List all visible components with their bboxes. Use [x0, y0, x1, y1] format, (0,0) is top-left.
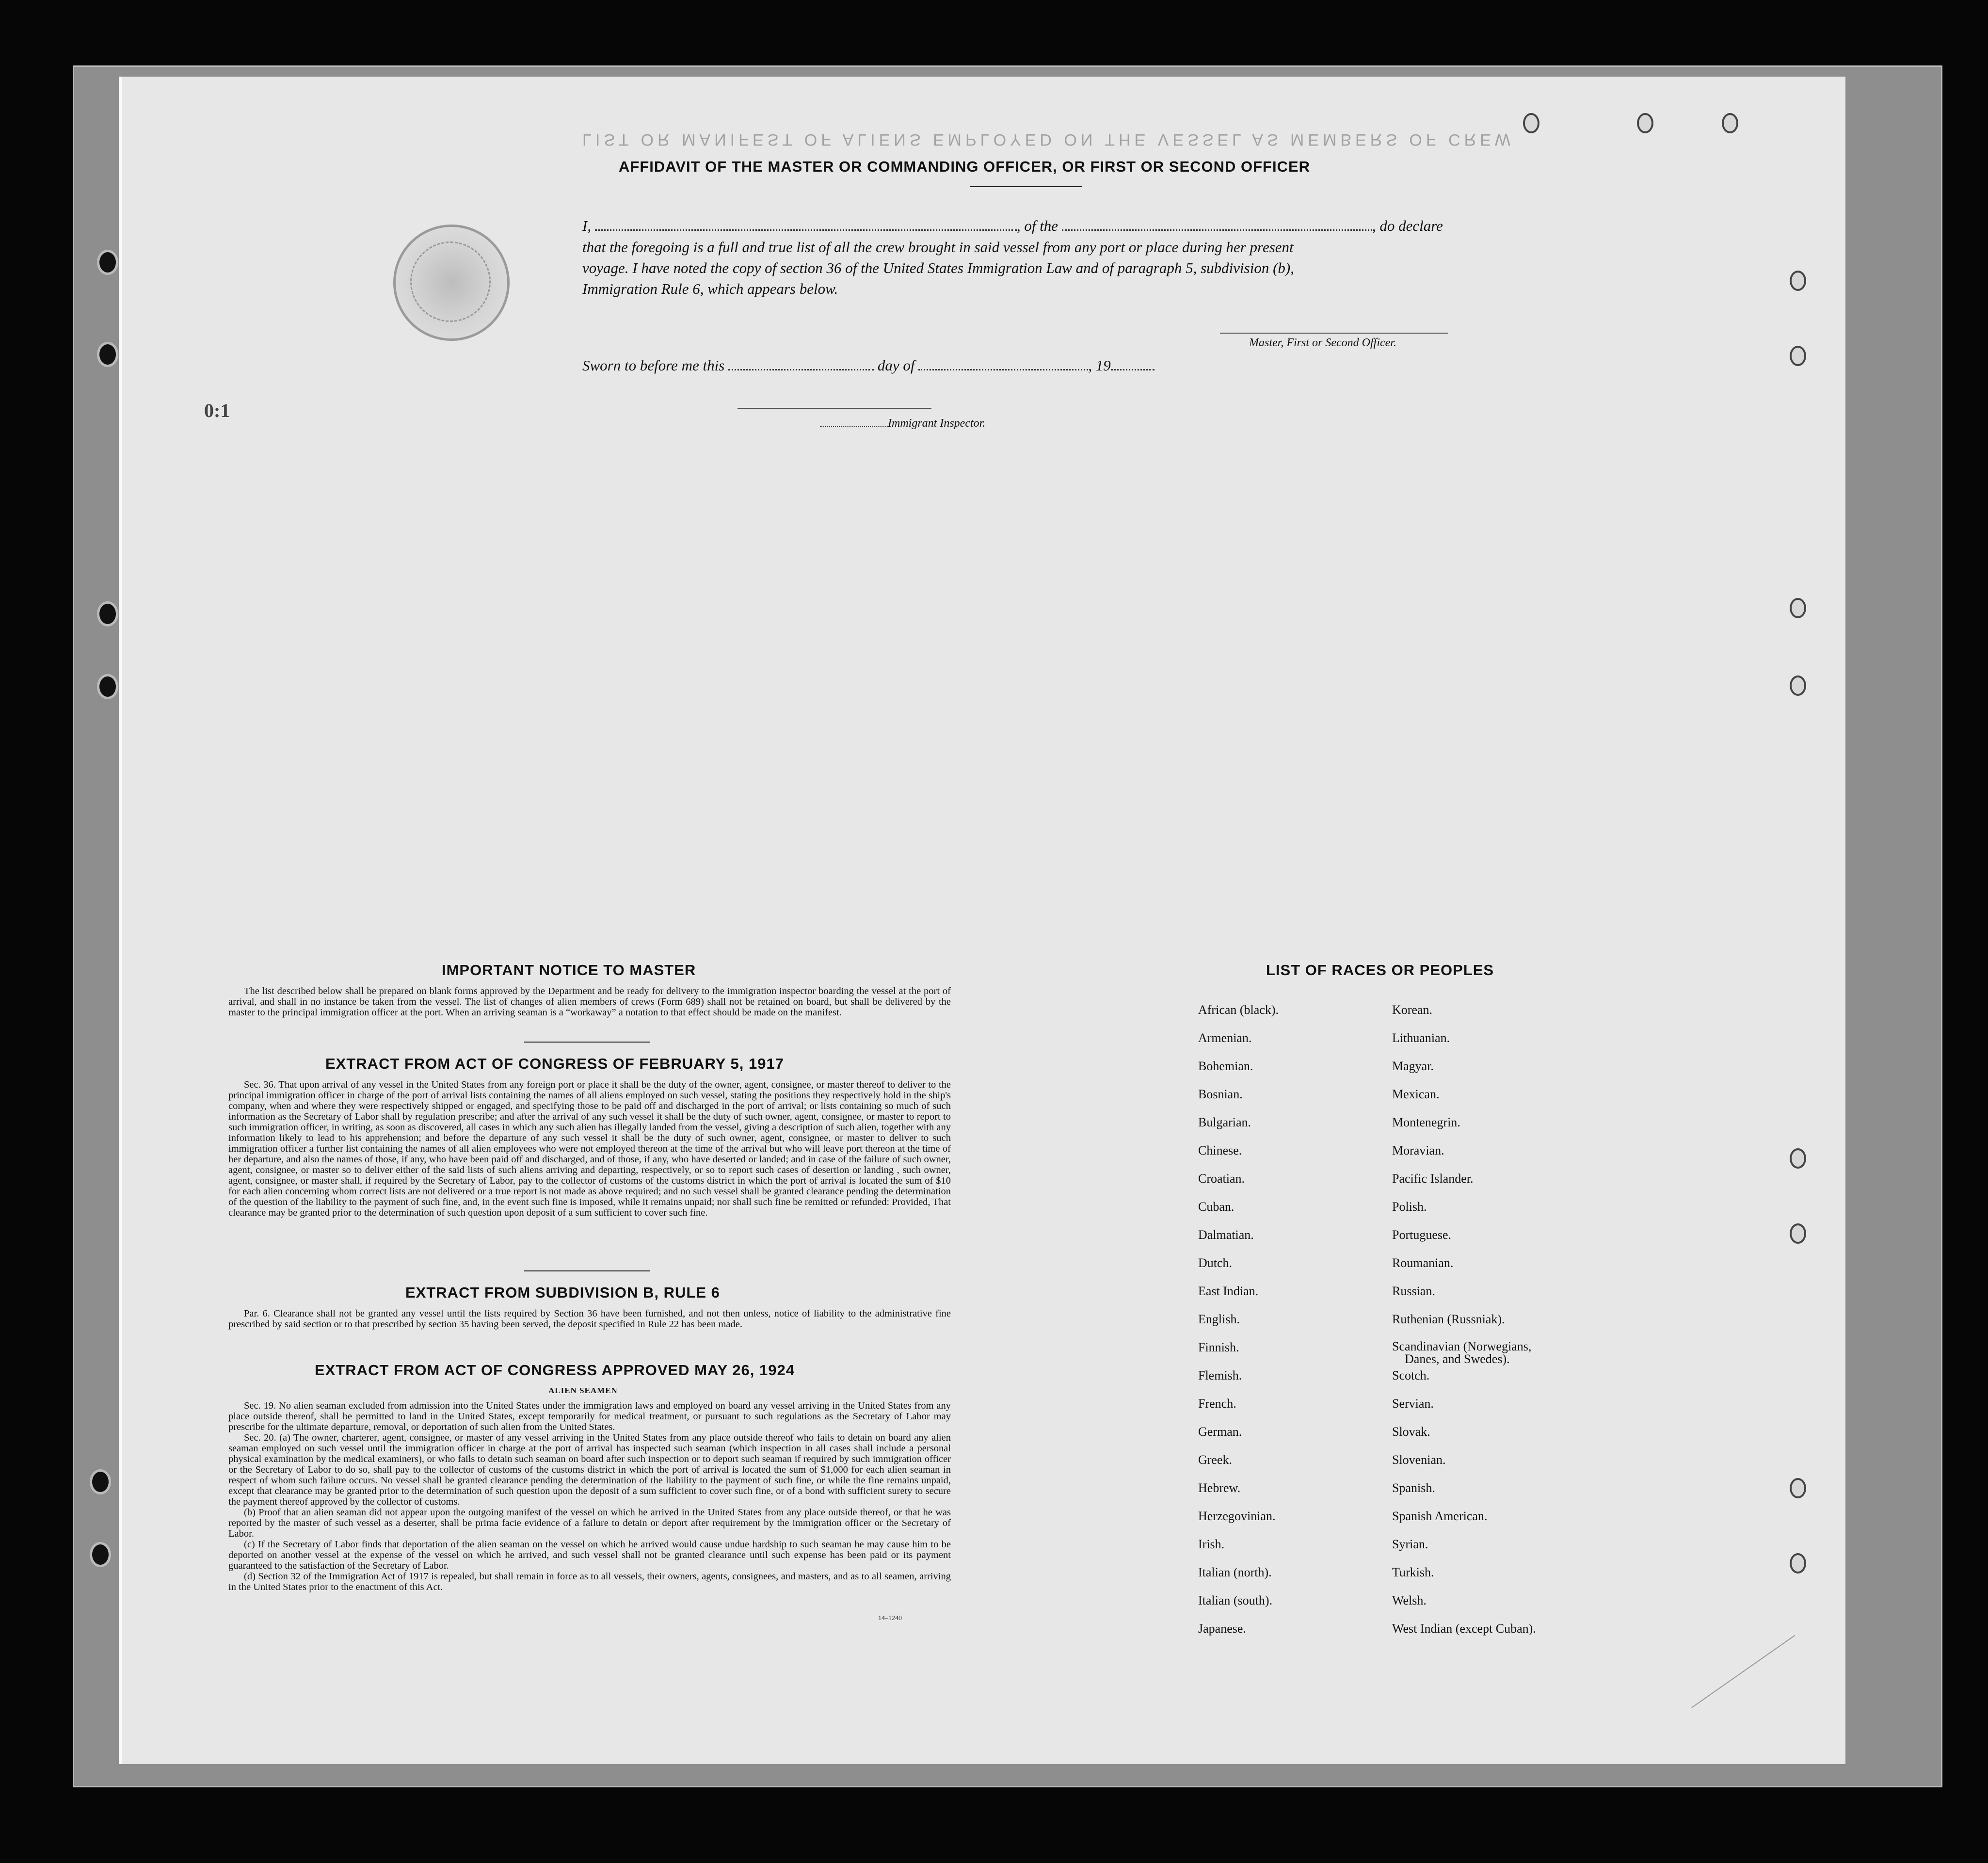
punch-hole: [1790, 598, 1806, 618]
punch-hole: [1790, 346, 1806, 366]
race-item: Scandinavian (Norwegians, Danes, and Swedes).: [1392, 1339, 1532, 1366]
race-item: Finnish.: [1198, 1340, 1239, 1354]
binder-hole: [97, 250, 118, 275]
extract-1924-text: Sec. 19. No alien seaman excluded from admission into the United States under the immigration laws and employed on board any vessel arriving in the United States from any place outside thereof, shall be permitted to land in the United States, except temporarily for medical treatment, or pursuant to such regulations as the Secretary of Labor may prescribe for the ultimate departure, removal, or deportation of such alien from the United States. Sec. 20. (a) The owner, charterer, agent, consignee, or master of any vessel arriving in the United States from any place outside thereof who fails to detain on board any alien seaman employed on such vessel until the immigration officer in charge at the port of arrival has inspected such seaman (which inspection in all cases shall include a personal physical examination by the medical examiners), or who fails to detain such seaman on board after such inspection or to deport such seaman if required by such immigration officer or the Secretary of Labor to do so, shall pay to the collector of customs of the customs district in which the port of arrival is located the sum of $1,000 for each alien seaman in respect of whom such failure occurs. No vessel shall be granted clearance pending the determination of the liability to the payment of such fine, or while the fine remains unpaid, except that clearance may be granted prior to the determination of such question upon the deposit of a sum sufficient to cover such fine, or of a bond with sufficient surety to secure the payment thereof approved by the collector of customs. (b) Proof that an alien seaman did not appear upon the outgoing manifest of the vessel on which he arrived in the United States from any place outside thereof, or that he was reported by the master of such vessel as a deserter, shall be prima facie evidence of a failure to detain or deport after requirement by the immigration officer or the Secretary of Labor. (c) If the Secretary of Labor finds that deportation of the alien seaman on the vessel on which he arrived would cause undue hardship to such seaman he may cause him to be deported on another vessel at the expense of the vessel on which he arrived, and such vessel shall not be granted clearance until such expense has been paid or its payment guaranteed to the satisfaction of the Secretary of Labor. (d) Section 32 of the Immigration Act of 1917 is repealed, but shall remain in force as to all vessels, their owners, agents, consignees, and masters, and as to all seamen, arriving in the United States prior to the enactment of this Act.: [228, 1400, 951, 1592]
extract-1924-subtitle: ALIEN SEAMEN: [548, 1386, 618, 1395]
punch-hole: [1790, 675, 1806, 696]
race-item: Montenegrin.: [1392, 1115, 1460, 1129]
race-item: Italian (north).: [1198, 1565, 1272, 1579]
signature-line-inspector: [737, 408, 931, 409]
race-item: Mexican.: [1392, 1087, 1440, 1101]
notice-text: The list described below shall be prepared on blank forms approved by the Department and be ready for delivery to the immigration inspector boarding the vessel at the port of arrival, and shall in no instance be taken from the vessel. The list of changes of alien members of crews (Form 689) shall not be retained on board, but shall be delivered by the master to the principal immigration officer at the port. When an arriving seaman is a “workaway” a notation to that effect should be made on the manifest.: [228, 986, 951, 1018]
binder-hole: [97, 674, 118, 699]
race-item: Slovenian.: [1392, 1453, 1446, 1467]
race-item: Scotch.: [1392, 1368, 1430, 1382]
races-title: LIST OF RACES OR PEOPLES: [1266, 962, 1494, 979]
race-item: Pacific Islander.: [1392, 1172, 1474, 1186]
race-item: Polish.: [1392, 1200, 1427, 1214]
race-item: Hebrew.: [1198, 1481, 1241, 1495]
affidavit-line-3: voyage. I have noted the copy of section 36 of the United States Immigration Law and of paragraph 5, subdivision (b),: [582, 259, 1294, 276]
race-item: Syrian.: [1392, 1537, 1428, 1551]
race-item: English.: [1198, 1312, 1240, 1326]
race-item: Chinese.: [1198, 1143, 1242, 1157]
punch-hole: [1790, 1223, 1806, 1244]
margin-mark: 0:1: [204, 400, 230, 421]
form-number: 14–1240: [878, 1615, 902, 1622]
race-item: Armenian.: [1198, 1031, 1252, 1045]
affidavit-line-1: I, , of the , do declare: [582, 217, 1443, 234]
race-item: Ruthenian (Russniak).: [1392, 1312, 1505, 1326]
race-item: East Indian.: [1198, 1284, 1259, 1298]
race-item: Bosnian.: [1198, 1087, 1243, 1101]
race-item: African (black).: [1198, 1003, 1279, 1017]
punch-hole: [1637, 113, 1653, 133]
official-seal: [393, 225, 510, 341]
race-item: Slovak.: [1392, 1425, 1430, 1439]
race-item: Servian.: [1392, 1397, 1434, 1411]
binder-hole: [97, 601, 118, 626]
race-item: Roumanian.: [1392, 1256, 1454, 1270]
race-item: Japanese.: [1198, 1622, 1246, 1636]
race-item: Dutch.: [1198, 1256, 1233, 1270]
race-item: Welsh.: [1392, 1593, 1427, 1607]
race-item: Spanish American.: [1392, 1509, 1488, 1523]
race-item: Lithuanian.: [1392, 1031, 1450, 1045]
binder-hole: [97, 342, 118, 367]
races-right-column: [1392, 1003, 1536, 1650]
affidavit-title: AFFIDAVIT OF THE MASTER OR COMMANDING OFFICER, OR FIRST OR SECOND OFFICER: [619, 158, 1311, 175]
pencil-annotation: [1691, 1635, 1820, 1744]
race-item: Cuban.: [1198, 1200, 1234, 1214]
races-left-column: [1198, 1003, 1279, 1650]
race-item: Spanish.: [1392, 1481, 1435, 1495]
punch-hole: [1790, 1148, 1806, 1169]
extract-1924-title: EXTRACT FROM ACT OF CONGRESS APPROVED MAY 26, 1924: [315, 1362, 795, 1379]
punch-hole: [1790, 271, 1806, 291]
master-signatory: Master, First or Second Officer.: [1249, 337, 1396, 349]
inspector-signatory: Immigrant Inspector.: [820, 417, 985, 430]
race-item: Moravian.: [1392, 1143, 1444, 1157]
title-rule: [970, 186, 1082, 187]
race-item: Portuguese.: [1392, 1228, 1452, 1242]
affidavit-line-4: Immigration Rule 6, which appears below.: [582, 280, 838, 297]
race-item: French.: [1198, 1397, 1236, 1411]
race-item: Irish.: [1198, 1537, 1225, 1551]
race-item: Korean.: [1392, 1003, 1433, 1017]
affidavit-line-2: that the foregoing is a full and true list of all the crew brought in said vessel from any port or place during her present: [582, 239, 1294, 256]
affidavit-page: [119, 77, 1845, 1764]
race-item: Magyar.: [1392, 1059, 1434, 1073]
punch-hole: [1523, 113, 1539, 133]
bleed-through-header: LIST OR MANIFEST OF ALIENS EMPLOYED ON THE VESSEL AS MEMBERS OF CREW: [582, 130, 1514, 149]
punch-hole: [1790, 1553, 1806, 1574]
punch-hole: [1790, 1478, 1806, 1498]
sworn-line: Sworn to before me this day of , 19: [582, 357, 1154, 374]
rule6-title: EXTRACT FROM SUBDIVISION B, RULE 6: [405, 1284, 720, 1301]
binder-hole: [90, 1542, 111, 1567]
divider: [524, 1270, 650, 1271]
race-item: Russian.: [1392, 1284, 1435, 1298]
signature-line-master: [1220, 333, 1448, 334]
race-item: German.: [1198, 1425, 1242, 1439]
race-item: Turkish.: [1392, 1565, 1434, 1579]
race-item: Herzegovinian.: [1198, 1509, 1276, 1523]
race-item: Croatian.: [1198, 1172, 1245, 1186]
rule6-text: Par. 6. Clearance shall not be granted any vessel until the lists required by Section 36 have been furnished, and not then unless, notice of liability to the administrative fine prescribed by said section or to that prescribed by section 35 having been served, the deposit specified in Rule 22 has been made.: [228, 1308, 951, 1330]
binder-hole: [90, 1469, 111, 1494]
divider: [524, 1042, 650, 1043]
race-item: Bohemian.: [1198, 1059, 1253, 1073]
race-item: Greek.: [1198, 1453, 1233, 1467]
race-item: Flemish.: [1198, 1368, 1242, 1382]
race-item: West Indian (except Cuban).: [1392, 1622, 1536, 1636]
race-item: Dalmatian.: [1198, 1228, 1254, 1242]
race-item: Italian (south).: [1198, 1593, 1273, 1607]
notice-title: IMPORTANT NOTICE TO MASTER: [442, 962, 696, 979]
race-item: Bulgarian.: [1198, 1115, 1251, 1129]
punch-hole: [1722, 113, 1738, 133]
extract-1917-title: EXTRACT FROM ACT OF CONGRESS OF FEBRUARY 5, 1917: [325, 1055, 784, 1072]
extract-1917-text: Sec. 36. That upon arrival of any vessel in the United States from any foreign port or place it shall be the duty of the owner, agent, consignee, or master thereof to deliver to the principal immigration officer in charge of the port of arrival lists containing the names of all aliens employed on such vessel, stating the positions they respectively hold in the ship's company, when and where they were respectively shipped or engaged, and specifying those to be paid off and discharged in the port of arrival; or lists containing so much of such information as the Secretary of Labor shall by regulation prescribe; and after the arrival of any such vessel it shall be the duty of such owner, agent, consignee, or master to report to such immigration officer, in writing, as soon as discovered, all cases in which any such alien has illegally landed from the vessel, giving a description of such alien, together with any information likely to lead to his apprehension; and before the departure of any such vessel it shall be the duty of such owner, agent, consignee, or master to deliver to such immigration officer a further list containing the names of all alien employees who were not employed thereon at the time of the arrival but who will leave port thereon at the time of her departure, and also the names of those, if any, who have been paid off and discharged, and of those, if any, who have deserted or landed; and in case of the failure of such owner, agent, consignee, or master so to deliver either of the said lists of such aliens arriving and departing, respectively, or so to report such cases of desertion or landing , such owner, agent, consignee, or master shall, if required by the Secretary of Labor, pay to the collector of customs of the customs district in which the port of arrival is located the sum of $10 for each alien concerning whom correct lists are not delivered or a true report is not made as above required; and no such vessel shall be granted clearance pending the determination of the question of the liability to the payment of such fine, and, in the event such fine is imposed, while it remains unpaid; nor shall such fine be remitted or refunded: Provided, That clearance may be granted prior to the determination of such question upon deposit of a sum sufficient to cover such fine.: [228, 1079, 951, 1218]
